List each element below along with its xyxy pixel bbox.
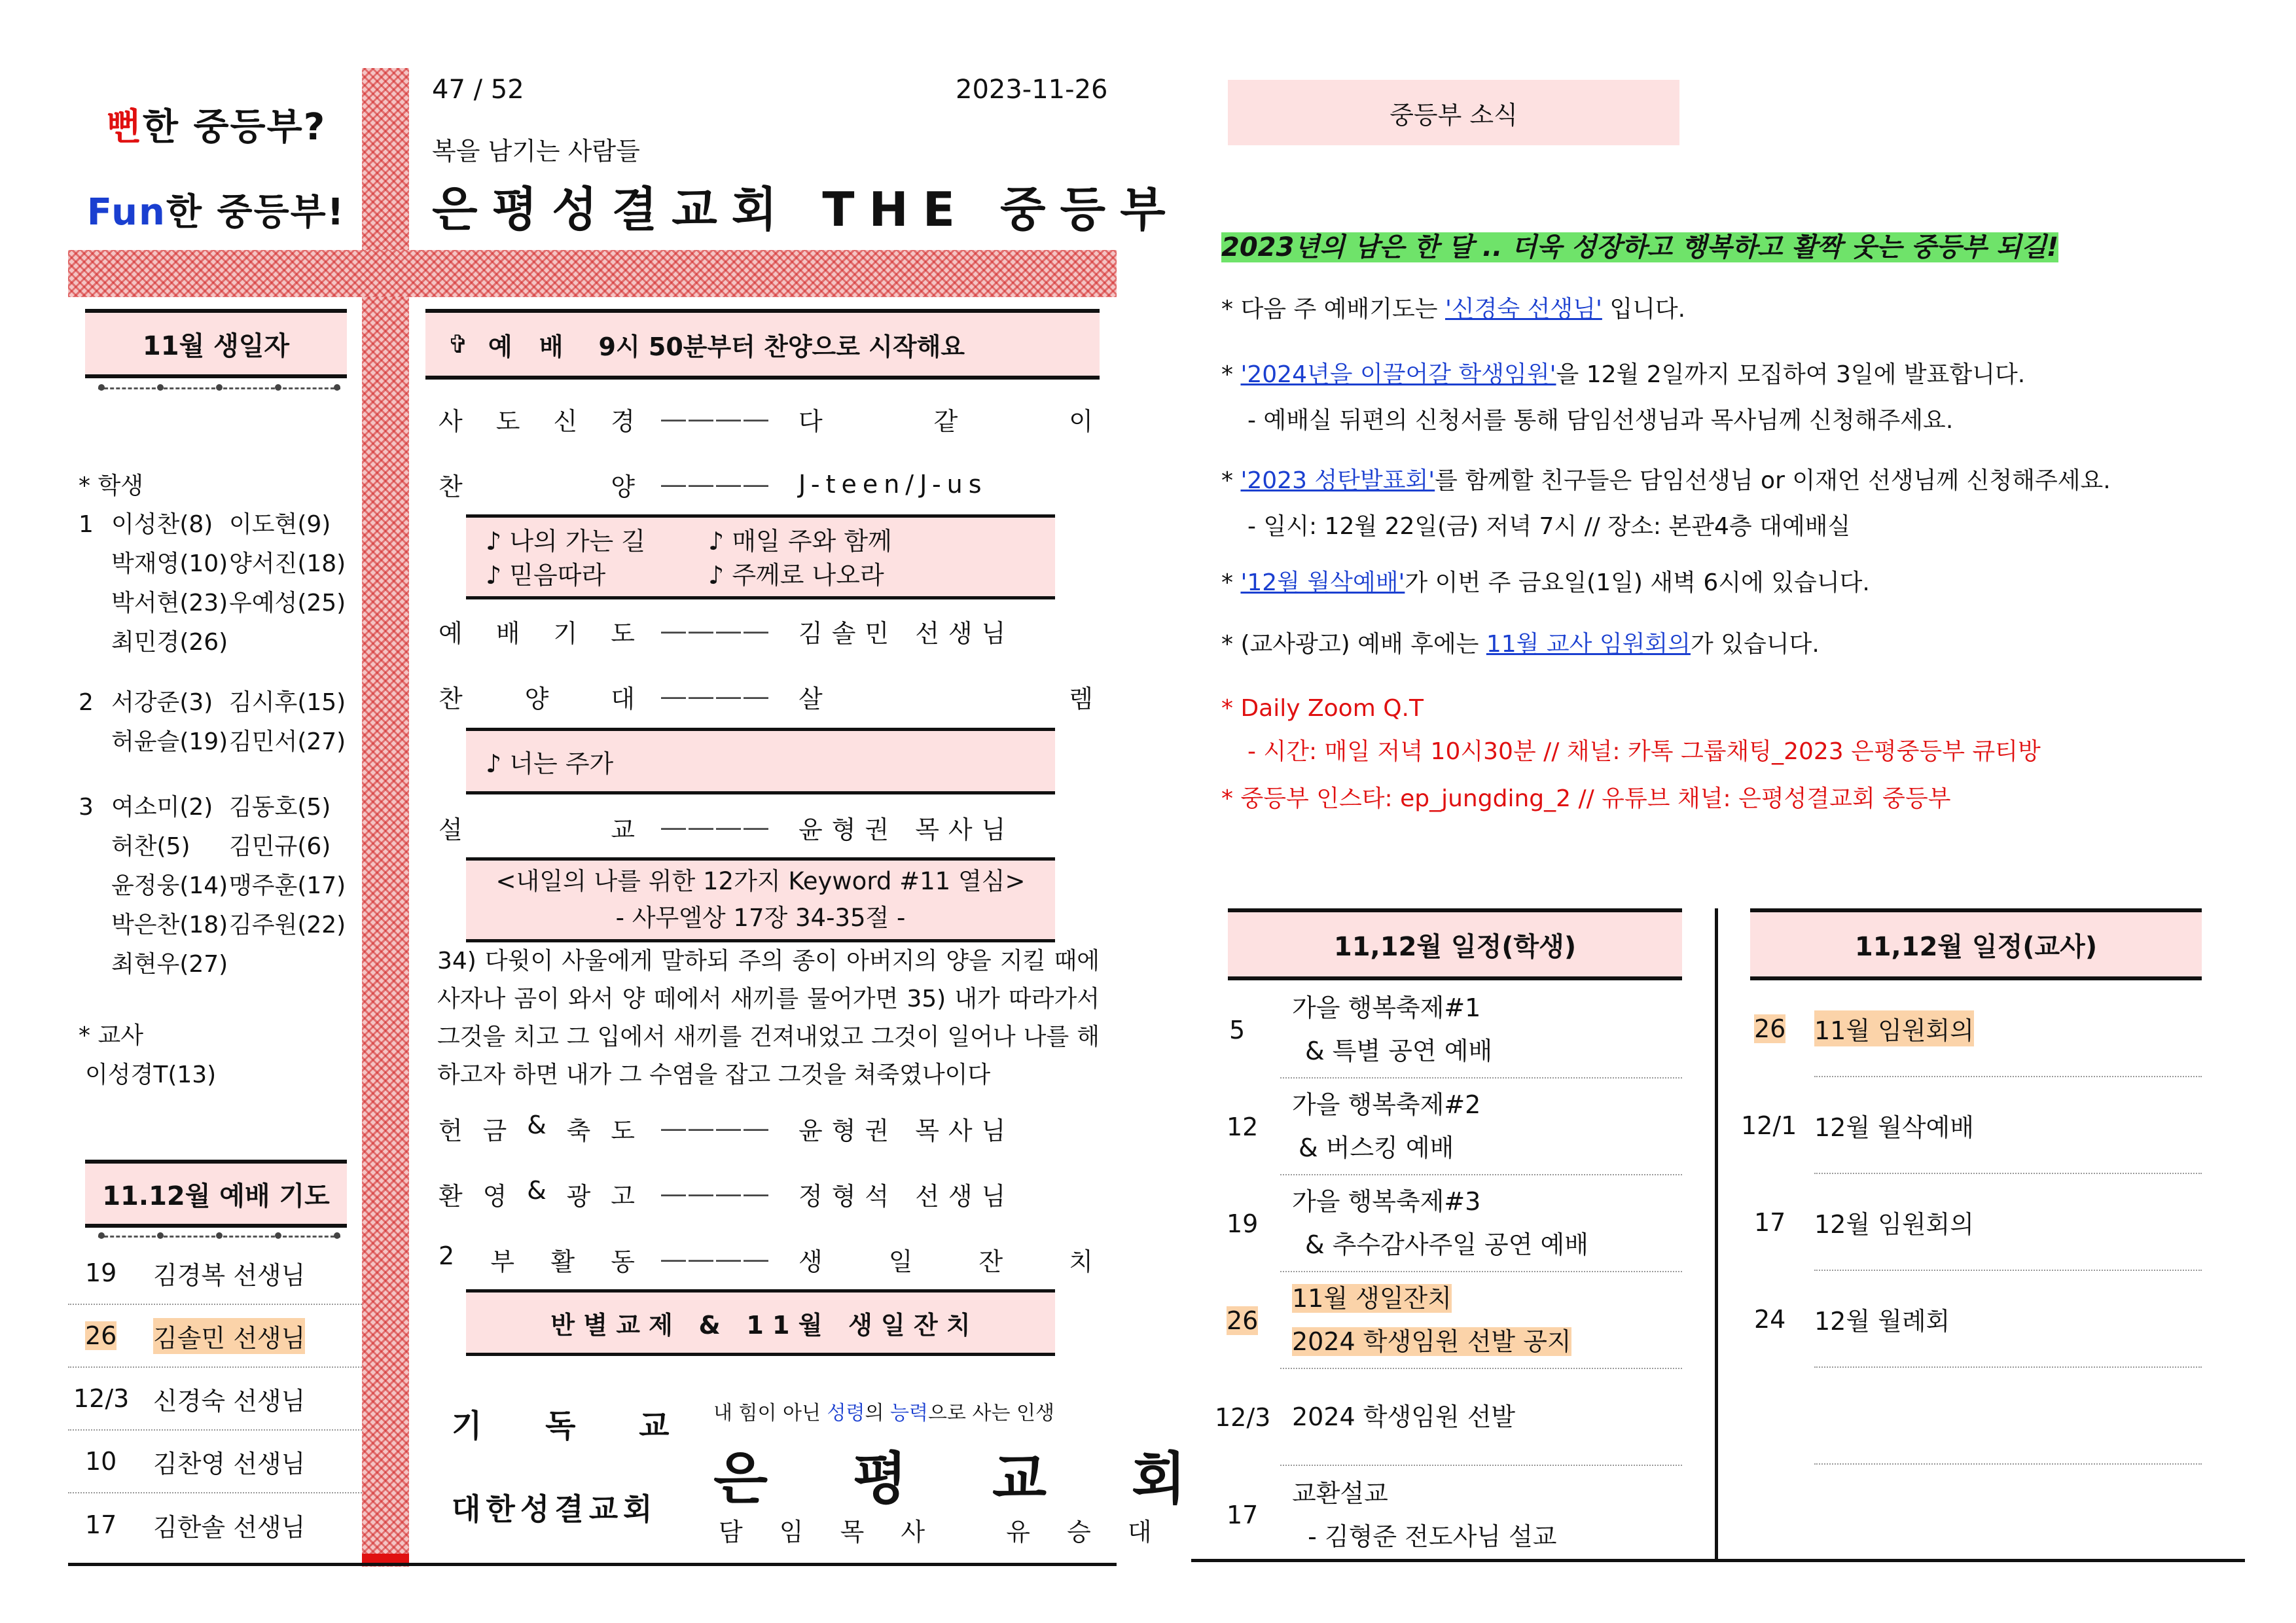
students-label: * 학생 bbox=[79, 473, 143, 499]
prayer-date: 26 bbox=[85, 1321, 117, 1350]
group-number: 2 bbox=[79, 689, 94, 716]
news-link[interactable]: '12월 월삭예배' bbox=[1240, 569, 1405, 596]
order-value: 정형석 선생님 bbox=[798, 1181, 1015, 1211]
schedule-event: 11월 생일잔치 bbox=[1292, 1284, 1452, 1313]
news-banner-text: 2023년의 남은 한 달 .. 더욱 성장하고 행복하고 활짝 웃는 중등부 되길! bbox=[1221, 232, 2059, 262]
table-row bbox=[68, 1431, 362, 1493]
pastor-line: 담 임 목 사 유 승 대 bbox=[719, 1518, 1166, 1546]
rule-dot bbox=[216, 1232, 223, 1239]
birthday-name: 우예성(25) bbox=[229, 590, 346, 616]
list-item bbox=[1221, 564, 2242, 626]
student-schedule-title-rule bbox=[1228, 976, 1682, 980]
prayer-name: 김한솔 선생님 bbox=[153, 1512, 306, 1542]
order-welcome bbox=[439, 1175, 1093, 1212]
birthday-name: 박재영(10) bbox=[111, 550, 228, 577]
birthday-name: 김주원(22) bbox=[229, 912, 346, 938]
order-label: 예 배 기 도 bbox=[439, 618, 635, 648]
schedule-date: 5 bbox=[1229, 1016, 1246, 1044]
order-sermon bbox=[439, 809, 1093, 846]
schedule-event: 2024 학생임원 선발 공지 bbox=[1292, 1327, 1571, 1356]
order-prayer bbox=[439, 613, 1093, 649]
song-item: ♪ 믿음따라 bbox=[486, 561, 606, 590]
order-dash: ―――― bbox=[661, 404, 771, 433]
sermon-info bbox=[466, 861, 1055, 939]
birthday-bottom-rule bbox=[85, 374, 347, 378]
activity-detail bbox=[466, 1293, 1055, 1353]
group-number: 3 bbox=[79, 794, 94, 821]
birthday-name: 김동호(5) bbox=[229, 794, 331, 821]
table-row bbox=[68, 1368, 362, 1431]
group-number: 1 bbox=[79, 511, 94, 538]
prayer-name: 김찬영 선생님 bbox=[153, 1449, 306, 1478]
schedule-date: 17 bbox=[1227, 1501, 1259, 1529]
news-text: 을 12월 2일까지 모집하여 3일에 발표합니다. bbox=[1556, 361, 2026, 388]
birthday-name: 김민규(6) bbox=[229, 833, 331, 860]
schedule-date: 12 bbox=[1227, 1113, 1259, 1141]
news-text: * 다음 주 예배기도는 bbox=[1221, 296, 1445, 323]
song-item: ♪ 너는 주가 bbox=[486, 749, 614, 778]
table-row bbox=[1215, 1466, 1682, 1564]
rule-dot bbox=[98, 1232, 105, 1239]
news-text: * Daily Zoom Q.T bbox=[1221, 695, 1424, 722]
prayer-date: 10 bbox=[85, 1447, 117, 1476]
rule-dot bbox=[216, 384, 223, 391]
birthday-group-1 bbox=[79, 505, 346, 662]
motto-highlight: 능력 bbox=[890, 1402, 928, 1425]
birthday-name: 허윤슬(19) bbox=[111, 728, 228, 755]
birthday-name: 최민경(26) bbox=[111, 629, 228, 656]
news-text: 입니다. bbox=[1602, 296, 1686, 323]
order-dash: ―――― bbox=[661, 813, 771, 842]
schedule-date: 26 bbox=[1227, 1306, 1259, 1335]
teacher-schedule-table bbox=[1741, 980, 2202, 1465]
prayer-title bbox=[85, 1164, 347, 1224]
slogan bbox=[85, 98, 347, 236]
birthday-name: 여소미(2) bbox=[111, 794, 213, 821]
table-row bbox=[1215, 982, 1682, 1079]
birthday-name: 최현우(27) bbox=[111, 951, 228, 978]
order-creed bbox=[439, 401, 1093, 437]
church-motto bbox=[713, 1397, 1054, 1425]
schedule-date: 17 bbox=[1754, 1208, 1786, 1237]
order-label: 2 부 활 동 bbox=[439, 1241, 635, 1276]
news-banner bbox=[1221, 226, 2058, 264]
news-subtext: - 시간: 매일 저녁 10시30분 // 채널: 카톡 그룹채팅_2023 은평중등부 큐티방 bbox=[1247, 738, 2041, 765]
worship-header-text: 9시 50분부터 찬양으로 시작해요 bbox=[598, 332, 965, 361]
birthday-name: 윤정웅(14) bbox=[111, 872, 228, 899]
left-page-bottom-rule bbox=[68, 1563, 1117, 1566]
motto-highlight: 성령 bbox=[827, 1402, 865, 1425]
denomination-top: 기 독 교 bbox=[452, 1408, 696, 1444]
order-label: 사 도 신 경 bbox=[439, 406, 635, 436]
schedule-event: 11월 임원회의 bbox=[1814, 1010, 1974, 1046]
slogan-line2-prefix: Fun bbox=[86, 191, 166, 234]
schedule-date: 12/3 bbox=[1215, 1403, 1271, 1432]
student-schedule-title-text: 11,12월 일정(학생) bbox=[1333, 931, 1577, 962]
prayer-title-text: 11.12월 예배 기도 bbox=[102, 1181, 330, 1211]
schedule-date: 24 bbox=[1754, 1305, 1786, 1334]
order-value: 살 렘 bbox=[798, 684, 1093, 713]
schedule-event: & 버스킹 예배 bbox=[1299, 1133, 1454, 1162]
table-row bbox=[1741, 1174, 2202, 1271]
schedule-event: & 특별 공연 예배 bbox=[1305, 1037, 1493, 1065]
rule-dot bbox=[334, 1232, 340, 1239]
birthday-name: 김시후(15) bbox=[229, 689, 346, 716]
birthday-name: 박은찬(18) bbox=[111, 912, 228, 938]
worship-header-rule bbox=[425, 376, 1100, 380]
news-text: 가 있습니다. bbox=[1691, 631, 1820, 658]
order-offering bbox=[439, 1110, 1093, 1147]
news-title-text: 중등부 소식 bbox=[1390, 100, 1518, 130]
song-item: ♪ 나의 가는 길 bbox=[486, 527, 646, 556]
rule-dot bbox=[275, 384, 281, 391]
news-link[interactable]: 11월 교사 임원회의 bbox=[1486, 631, 1691, 658]
table-row bbox=[68, 1493, 362, 1556]
news-subtext: - 예배실 뒤편의 신청서를 통해 담임선생님과 목사님께 신청해주세요. bbox=[1247, 407, 1954, 434]
news-list bbox=[1221, 291, 2242, 819]
birthday-title-text: 11월 생일자 bbox=[142, 330, 290, 361]
birthday-name: 서강준(3) bbox=[111, 689, 213, 716]
order-label: 찬 양 bbox=[439, 472, 635, 501]
prayer-name: 신경숙 선생님 bbox=[153, 1386, 306, 1416]
student-schedule-title bbox=[1228, 912, 1682, 976]
rule-dot bbox=[157, 384, 164, 391]
schedule-event: 가을 행복축제#2 bbox=[1292, 1090, 1481, 1119]
slogan-line2-text: 한 중등부! bbox=[166, 191, 346, 234]
order-label: 헌 금 & 축 도 bbox=[439, 1110, 635, 1145]
table-row bbox=[1215, 1272, 1682, 1369]
cross-horizontal-bar bbox=[68, 250, 1117, 297]
table-row bbox=[1741, 1077, 2202, 1174]
slogan-line1-prefix: 뻔 bbox=[105, 106, 143, 149]
table-row bbox=[1741, 980, 2202, 1077]
list-item bbox=[1221, 458, 2242, 564]
issue-number: 47 / 52 bbox=[432, 75, 524, 105]
motto-text: 으로 사는 인생 bbox=[927, 1402, 1054, 1425]
activity-detail-text: 반 별 교 제 & 1 1 월 생 일 잔 치 bbox=[550, 1310, 971, 1340]
order-label: 환 영 & 광 고 bbox=[439, 1175, 635, 1211]
schedule-event: & 추수감사주일 공연 예배 bbox=[1305, 1230, 1588, 1259]
worship-header-label: 예 배 bbox=[488, 332, 573, 361]
order-dash: ―――― bbox=[661, 682, 771, 711]
sermon-reference: - 사무엘상 17장 34-35절 - bbox=[615, 904, 906, 932]
list-item bbox=[1221, 291, 2242, 352]
table-row bbox=[68, 1242, 362, 1305]
list-item bbox=[1221, 687, 2242, 780]
birthday-title bbox=[85, 313, 347, 374]
rule-dot bbox=[98, 384, 105, 391]
slogan-line1-text: 한 중등부? bbox=[142, 106, 327, 149]
student-schedule-table bbox=[1215, 982, 1682, 1564]
schedule-event: 가을 행복축제#1 bbox=[1292, 993, 1481, 1022]
news-link[interactable]: '2024년을 이끌어갈 학생임원' bbox=[1240, 361, 1556, 388]
motto-text: 의 bbox=[865, 1402, 891, 1425]
rule-dot bbox=[157, 1232, 164, 1239]
motto-text: 내 힘이 아닌 bbox=[713, 1402, 827, 1425]
table-row bbox=[1215, 1079, 1682, 1175]
order-value: J-teen/J-us bbox=[798, 470, 988, 499]
order-dash: ―――― bbox=[661, 1114, 771, 1143]
table-row bbox=[68, 1305, 362, 1368]
news-text: 가 이번 주 금요일(1일) 새벽 6시에 있습니다. bbox=[1405, 569, 1870, 596]
song-item: ♪ 주께로 나오라 bbox=[708, 561, 884, 590]
list-item bbox=[1221, 780, 2242, 819]
birthday-name: 김민서(27) bbox=[229, 728, 346, 755]
prayer-date: 19 bbox=[85, 1258, 117, 1287]
choir-song bbox=[466, 731, 1055, 791]
birthday-group-2 bbox=[79, 683, 346, 762]
cross-base-mark bbox=[362, 1554, 409, 1563]
schedule-event: 12월 월례회 bbox=[1814, 1306, 1950, 1336]
news-link[interactable]: '2023 성탄발표회' bbox=[1240, 467, 1435, 494]
list-item bbox=[1221, 352, 2242, 458]
issue-date: 2023-11-26 bbox=[956, 75, 1108, 105]
song-item: ♪ 매일 주와 함께 bbox=[708, 527, 892, 556]
prayer-bottom-rule bbox=[85, 1224, 347, 1228]
table-row bbox=[1741, 1368, 2202, 1465]
worship-header bbox=[425, 313, 1100, 376]
list-item bbox=[1221, 626, 2242, 687]
tagline: 복을 남기는 사람들 bbox=[432, 137, 640, 166]
schedule-event: 12월 월삭예배 bbox=[1814, 1113, 1974, 1142]
birthday-name: 이도현(9) bbox=[229, 511, 331, 538]
news-text: * bbox=[1221, 361, 1241, 388]
order-activity bbox=[439, 1241, 1093, 1277]
schedule-date: 26 bbox=[1754, 1014, 1786, 1043]
sermon-title: <내일의 나를 위한 12가지 Keyword #11 열심> bbox=[495, 867, 1026, 895]
schedule-date: 12/1 bbox=[1741, 1111, 1797, 1140]
schedule-event: 가을 행복축제#3 bbox=[1292, 1187, 1481, 1216]
news-text: * bbox=[1221, 569, 1241, 596]
news-text: * 중등부 인스타: ep_jungding_2 // 유튜브 채널: 은평성결교회 중등부 bbox=[1221, 785, 1951, 812]
schedule-event: 12월 임원회의 bbox=[1814, 1209, 1974, 1239]
birthday-name: 허찬(5) bbox=[111, 833, 190, 860]
prayer-date: 17 bbox=[85, 1510, 117, 1539]
prayer-date: 12/3 bbox=[73, 1384, 130, 1413]
birthday-name: 양서진(18) bbox=[229, 550, 346, 577]
schedule-event: 교환설교 bbox=[1292, 1479, 1388, 1508]
schedule-date: 19 bbox=[1227, 1209, 1259, 1238]
order-value: 다 같 이 bbox=[798, 406, 1093, 436]
schedule-event: 2024 학생임원 선발 bbox=[1292, 1402, 1516, 1431]
news-link[interactable]: '신경숙 선생님' bbox=[1444, 296, 1602, 323]
prayer-table bbox=[68, 1242, 362, 1556]
scripture-text: 34) 다윗이 사울에게 말하되 주의 종이 아버지의 양을 지킬 때에 사자나 곰이 와서 양 떼에서 새끼를 물어가면 35) 내가 따라가서 그것을 치고 그 입에서 새끼를 건져내었고 그것이 일어나 나를 해하고자 하면 내가 그 수염을 잡고 그것을 쳐죽였나이다 bbox=[437, 948, 1100, 1088]
prayer-name: 김경복 선생님 bbox=[153, 1260, 306, 1290]
news-subtext: - 일시: 12월 22일(금) 저녁 7시 // 장소: 본관4층 대예배실 bbox=[1247, 513, 1851, 540]
schedule-event: - 김형준 전도사님 설교 bbox=[1292, 1522, 1557, 1551]
songs-bottom-rule bbox=[466, 596, 1055, 599]
teachers-label: * 교사 bbox=[79, 1022, 143, 1049]
news-text: * (교사광고) 예배 후에는 bbox=[1221, 631, 1486, 658]
table-row bbox=[1215, 1175, 1682, 1272]
praise-songs bbox=[466, 518, 1055, 596]
birthday-name: 맹주훈(17) bbox=[229, 872, 346, 899]
order-dash: ―――― bbox=[661, 616, 771, 645]
order-value: 윤형권 목사님 bbox=[798, 1116, 1015, 1145]
order-dash: ―――― bbox=[661, 1245, 771, 1274]
order-label: 찬 양 대 bbox=[439, 684, 635, 713]
teacher-birthday: 이성경T(13) bbox=[85, 1061, 217, 1088]
birthday-name: 이성찬(8) bbox=[111, 511, 213, 538]
prayer-name: 김솔민 선생님 bbox=[153, 1318, 305, 1354]
schedule-divider bbox=[1715, 908, 1718, 1559]
denomination-bottom: 대한성결교회 bbox=[452, 1491, 658, 1527]
church-name: 은 평 교 회 bbox=[713, 1446, 1219, 1512]
page-title: 은평성결교회 THE 중등부 bbox=[432, 182, 1180, 237]
order-praise bbox=[439, 466, 1093, 503]
right-page-bottom-rule bbox=[1191, 1559, 2245, 1562]
order-value: 생 일 잔 치 bbox=[798, 1247, 1093, 1276]
rule-dot bbox=[275, 1232, 281, 1239]
news-text: 를 함께할 친구들은 담임선생님 or 이재언 선생님께 신청해주세요. bbox=[1435, 467, 2111, 494]
news-title bbox=[1228, 80, 1679, 145]
birthday-group-3 bbox=[79, 788, 346, 984]
order-value: 윤형권 목사님 bbox=[798, 815, 1015, 844]
rule-dot bbox=[334, 384, 340, 391]
news-text: * bbox=[1221, 467, 1241, 494]
cross-icon: ✞ bbox=[448, 330, 469, 359]
choir-bottom-rule bbox=[466, 791, 1055, 794]
order-choir bbox=[439, 678, 1093, 715]
order-dash: ―――― bbox=[661, 470, 771, 499]
teacher-schedule-title-text: 11,12월 일정(교사) bbox=[1854, 931, 2098, 962]
table-row bbox=[1215, 1369, 1682, 1466]
activity-bottom-rule bbox=[466, 1353, 1055, 1356]
order-value: 김솔민 선생님 bbox=[798, 618, 1015, 648]
order-label: 설 교 bbox=[439, 815, 635, 844]
teacher-schedule-title bbox=[1750, 912, 2202, 976]
order-dash: ―――― bbox=[661, 1179, 771, 1208]
table-row bbox=[1741, 1271, 2202, 1368]
birthday-name: 박서현(23) bbox=[111, 590, 228, 616]
